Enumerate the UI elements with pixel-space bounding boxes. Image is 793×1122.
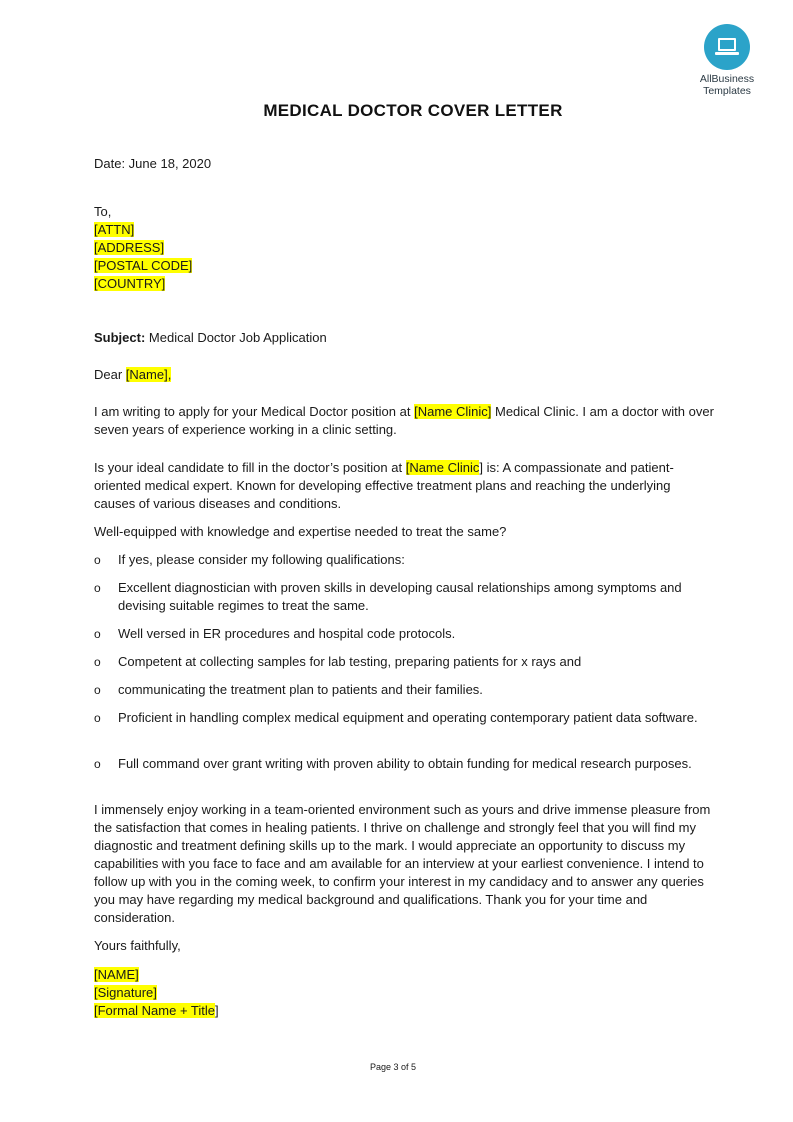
address-postal-code: [POSTAL CODE] [94,258,193,273]
signature-line: [Signature] [94,985,157,1000]
paragraph-ideal-candidate: Is your ideal candidate to fill in the doctor’s position at [Name Clinic] is: A compassionate and patient-oriented medical expert. Known for developing effective treatment plans and reaching the underlying causes of various diseases and conditions. [94,460,674,511]
greeting: Dear [Name], [94,367,172,382]
bullet-item: o Competent at collecting samples for lab testing, preparing patients for x rays and [94,654,582,669]
page-number: Page 3 of 5 [369,1062,417,1072]
subject-text: Medical Doctor Job Application [145,330,327,345]
logo-line-2: Templates [703,85,751,97]
allbusiness-logo [690,24,764,97]
closing: Yours faithfully, [94,938,181,953]
subject-line [94,329,327,347]
greeting-name: [Name], [125,367,172,382]
subject-label: Subject: [94,330,146,345]
signature-name: [NAME] [94,967,139,982]
bullet-item: o If yes, please consider my following qualifications: [94,552,405,567]
signature-formal-name: [Formal Name + Title] [94,1003,219,1018]
address-street: [ADDRESS] [94,240,165,255]
paragraph-intro: I am writing to apply for your Medical Doctor position at [Name Clinic] Medical Clinic. I am a doctor with over seven years of experience working in a clinic setting. [94,404,714,437]
bullet-item: o Full command over grant writing with proven ability to obtain funding for medical research purposes. [94,756,692,771]
address-attn: [ATTN] [94,222,135,237]
address-country: [COUNTRY] [94,276,166,291]
clinic-name-placeholder-2: [Name Clinic [405,460,480,475]
paragraph-question: Well-equipped with knowledge and expertise needed to treat the same? [94,524,507,539]
bullet-item: o communicating the treatment plan to patients and their families. [94,682,483,697]
clinic-name-placeholder: [Name Clinic] [414,404,492,419]
bullet-item: o Proficient in handling complex medical equipment and operating contemporary patient data software. [94,710,698,725]
paragraph-closing-body: I immensely enjoy working in a team-oriented environment such as yours and drive immense pleasure from the satisfaction that comes in healing patients. I thrive on challenge and strongly feel that you will find my diagnostic and treatment defining skills up to the mark. I would appreciate an opportunity to discuss my capabilities with you face to face and am available for an interview at your earliest convenience. I intend to follow up with you in the coming week, to confirm your interest in my candidacy and to answer any queries you may have regarding my medical background and qualifications. Thank you for your time and consideration. [94,802,711,925]
letter-date: Date: June 18, 2020 [94,156,212,171]
address-to: To, [94,204,112,219]
laptop-icon [704,24,750,70]
logo-line-1: AllBusiness [699,73,755,85]
bullet-item: o Excellent diagnostician with proven skills in developing causal relationships among symptoms and devising suitable regimes to treat the same. [94,580,682,613]
document-title: MEDICAL DOCTOR COVER LETTER [263,101,563,120]
bullet-item: o Well versed in ER procedures and hospital code protocols. [94,626,456,641]
